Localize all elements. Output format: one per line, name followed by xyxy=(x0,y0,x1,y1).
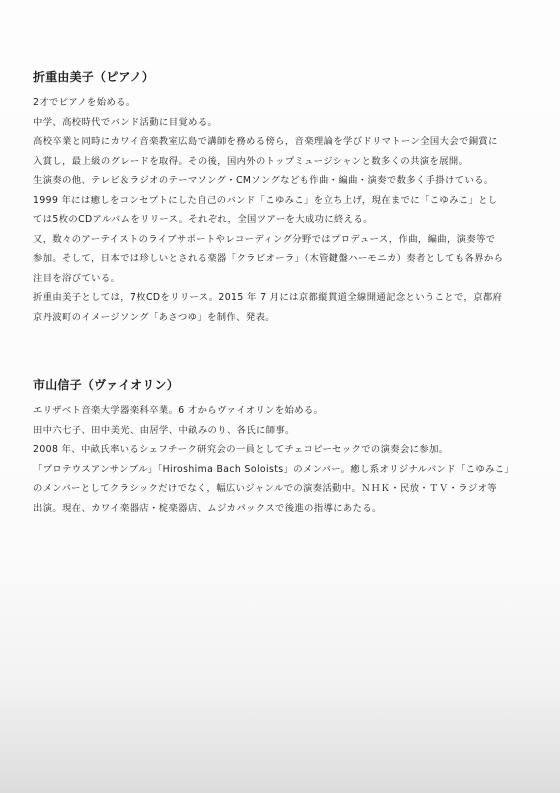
bio-line: 又，数々のアーテイストのライブサポートやレコーディング分野ではプロデュース，作曲，編曲，演奏等で xyxy=(33,233,496,245)
bio-line: 注目を浴びている。 xyxy=(33,272,121,284)
bio-line: 「プロテウスアンサンブル」「Hiroshima Bach Soloists」のメンバー。癒し系オリジナルバンド「こゆみこ」 xyxy=(33,463,515,475)
bio-line: 1999 年には癒しをコンセプトにした自己のバンド「こゆみこ」を立ち上げ，現在までに「こゆみこ」とし xyxy=(33,194,498,206)
bio-line: ては5枚のCDアルバムをリリース。それぞれ，全国ツアーを大成功に終える。 xyxy=(33,214,373,225)
bio-line: 出演。現在、カワイ楽器店・椗楽器店、ムジカパックスで後進の指導にあたる。 xyxy=(33,502,382,514)
bio-line: 京丹波町のイメージソング「あさつゆ」を制作、発表。 xyxy=(33,311,275,323)
bio-line: のメンバーとしてクラシックだけでなく，幅広いジャンルでの演奏活動中。ＮＨＫ・民放・ＴＶ・ラジオ等 xyxy=(33,483,498,494)
bio-line: 生演奏の他、テレビ＆ラジオのテーマソング・CMソングなども作曲・編曲・演奏で数多く手掛けている。 xyxy=(33,175,494,186)
bio-line: エリザベト音楽大学器楽科卒業。6 才からヴァイオリンを始める。 xyxy=(33,405,324,416)
profile-ichiyama xyxy=(33,378,533,518)
bio-line: 中学、高校時代でバンド活動に目覚める。 xyxy=(33,116,218,128)
section-heading: 折重由美子（ピアノ） xyxy=(33,70,155,84)
section-heading: 市山信子（ヴァイオリン） xyxy=(33,378,179,392)
profile-orishige xyxy=(33,70,533,327)
bio-line: 参加。そして，日本では珍しいとされる楽器「クラビオーラ」（木管鍵盤ハーモニカ）奏者としても各界から xyxy=(33,253,504,264)
bio-line: 2008 年、中畝氏率いるシェフチーク研究会の一員としてチェコピーセックでの演奏会に参加。 xyxy=(33,444,449,455)
bio-line: 2才でピアノを始める。 xyxy=(33,97,136,108)
bio-line: 入賞し，最上級のグレードを取得。その後，国内外のトップミュージシャンと数多くの共演を展開。 xyxy=(33,155,469,167)
bleed-through-shadow xyxy=(0,683,560,793)
bio-line: 高校卒業と同時にカワイ音楽教室広島で講師を務める傍ら，音楽理論を学びドリマトーン全国大会で銅賞に xyxy=(33,136,498,147)
bio-line: 折重由美子としては，7枚CDをリリース。2015 年 7 月には京都縦貫道全線開通記念ということで，京都府 xyxy=(33,292,503,303)
bio-line: 田中六七子、田中美光、由居学、中畝みのり、各氏に師事。 xyxy=(33,424,295,436)
